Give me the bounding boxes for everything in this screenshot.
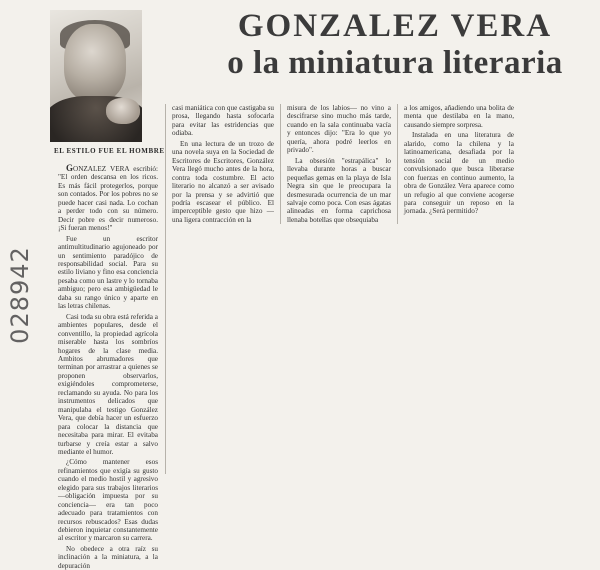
portrait-head bbox=[64, 24, 126, 102]
paragraph-text: ONZALEZ VERA escribió: "El orden descansa en los ricos. Es más fácil protegerlos, porque son contados. Por los pobres no se puede hacer casi nada. Lo cochan a perder todo con su número. Decir pobre es decir numeroso. ¡Si fueran menos!" bbox=[58, 165, 158, 233]
divider-vertical-3 bbox=[397, 104, 398, 224]
paragraph: La obsesión "estrapálica" lo llevaba durante horas a buscar pequeñas gemas en la playa de Isla Negra sin que le preocupara la desmesurada ocurrencia de un mar salvaje como poca. Con esas ágatas alineadas en forma caprichosa llenaba botellas que obsequiaba bbox=[287, 156, 391, 224]
article-title bbox=[200, 8, 590, 82]
handwritten-number-text: 028942 bbox=[6, 246, 34, 344]
handwritten-number bbox=[6, 220, 34, 370]
title-line-2: o la miniatura literaria bbox=[227, 45, 563, 81]
paragraph: a los amigos, añadiendo una bolita de menta que destilaba en la mano, causando siempre sorpresa. bbox=[404, 104, 514, 129]
article-column-1 bbox=[58, 163, 158, 570]
divider-vertical-2 bbox=[280, 104, 281, 224]
paragraph: Fue un escritor antimultitudinario agujoneado por un sentimiento paradójico de responsabilidad social. Para su estilo liviano y fino esa conciencia pesaba como un lastre y lo tornaba ambiguo; pero esa ambigüedad le daba su rango único y aparte en las letras chilenas. bbox=[58, 234, 158, 311]
title-line-1: GONZALEZ VERA bbox=[237, 8, 553, 44]
paragraph: Instalada en una literatura de alarido, como la chilena y la latinoamericana, desafiada por la tensión social de un medio convulsionado que busca liberarse con fuerzas en continuo aumento, la obra de González Vera aparece como un refugio al que conviene acogerse para conseguir un reposo en la jornada. ¿Será permitido? bbox=[404, 131, 514, 216]
paragraph: casi maniática con que castigaba su prosa, llegando hasta sofocarla para evitar las estridencias que odiaba. bbox=[172, 104, 274, 138]
paragraph: En una lectura de un trozo de una novela suya en la Sociedad de Escritores de Escritores, González Vera llegó mucho antes de la hora, contra toda costumbre. El acto literario no alcanzó a ser avisado por la prensa y se advirtió que podría escasear el público. El imperceptible gesto que hizo —una ligera contracción en la bbox=[172, 139, 274, 224]
photo-caption: EL ESTILO FUE EL HOMBRE bbox=[54, 147, 165, 155]
portrait-photo bbox=[50, 10, 142, 142]
paragraph: misura de los labios— no vino a descifrarse sino mucho más tarde, cuando en la sala continuaba vacía y entonces dijo: "Era lo que yo quería, ahora podré leerlos en privado". bbox=[287, 104, 391, 155]
article-column-4 bbox=[404, 104, 514, 224]
article-column-2 bbox=[172, 104, 274, 224]
drop-cap: G bbox=[66, 163, 74, 173]
paragraph: ¿Cómo mantener esos refinamientos que exigía su gusto cuando el medio hostil y agresivo elegido para sus trabajos literarios —obligación impuesta por su conciencia— era tan poco adecuado para tratamientos con recursos rebuscados? Esas dudas debieron inquietar constantemente al escritor y marcaron su carrera. bbox=[58, 458, 158, 543]
divider-vertical-1 bbox=[165, 104, 166, 474]
paragraph: Casi toda su obra está referida a ambientes populares, desde el conventillo, la propiedad agrícola miserable hasta los sombríos hogares de la clase media. Ambitos abrumadores que terminan por arrastrar a quienes se proponen observarlos, exigiéndoles comprometerse, reclamando su ayuda. No para los instrumentos delicados que manipulaba el testigo González Vera, que debía hacer un esfuerzo para colocar la distancia que necesitaba para mirar. El evitaba turbarse y creía estar a salvo mediante el humor. bbox=[58, 312, 158, 456]
article-column-3 bbox=[287, 104, 391, 224]
paragraph: No obedece a otra raíz su inclinación a la miniatura, a la depuración bbox=[58, 544, 158, 570]
portrait-hand bbox=[106, 98, 140, 124]
paragraph bbox=[58, 164, 158, 233]
